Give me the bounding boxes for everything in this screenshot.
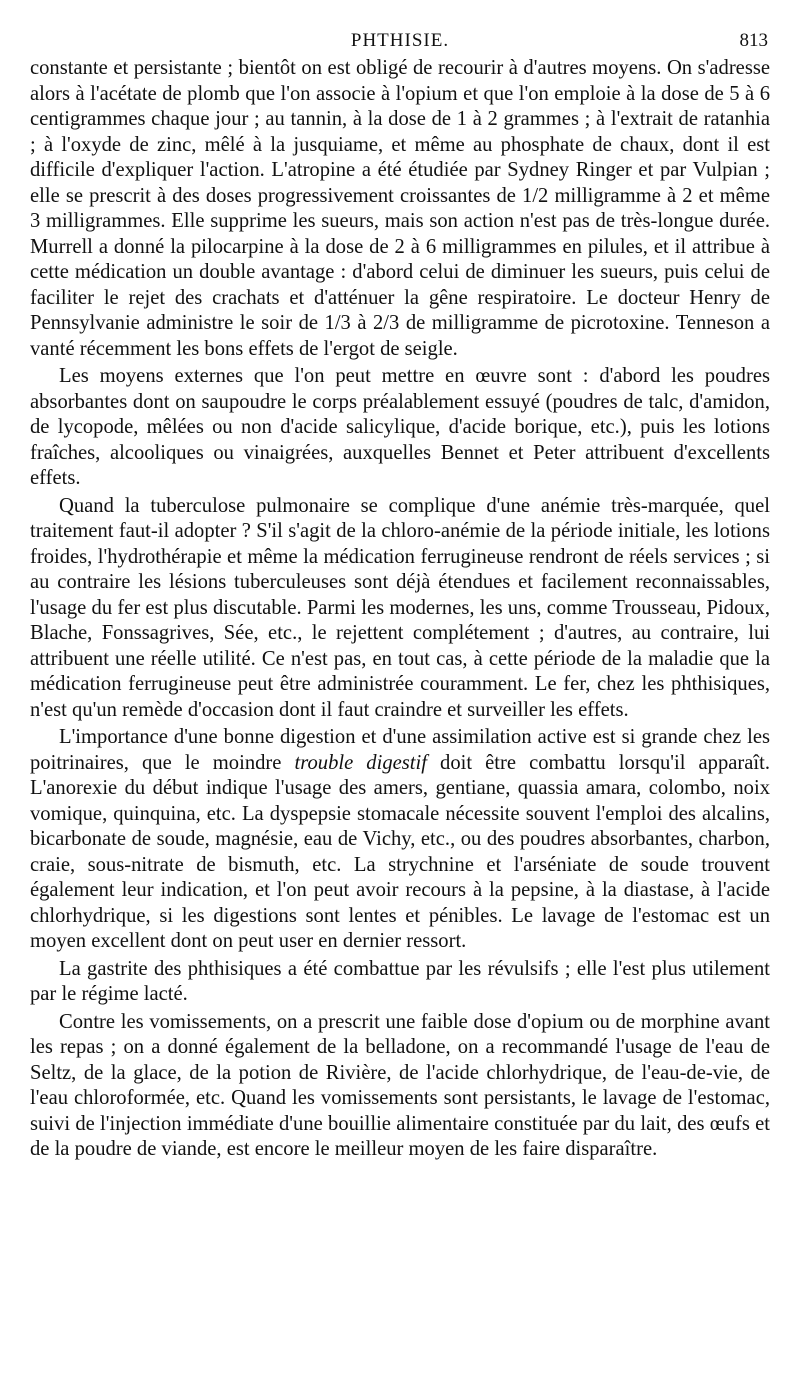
body-text (30, 56, 770, 1163)
book-page (30, 22, 770, 1165)
paragraph-sweat-treatments: constante et persistante ; bientôt on est obligé de recourir à d'autres moyens. On s'adresse alors à l'acétate de plomb que l'on associe à l'opium et que l'on emploie à la dose de 5 à 6 centigrammes chaque jour ; au tannin, à la dose de 1 à 2 grammes ; à l'extrait de ratanhia ; à l'oxyde de zinc, mêlé à la jusquiame, et même au phosphate de chaux, dont il est difficile d'expliquer l'action. L'atropine a été étudiée par Sydney Ringer et par Vulpian ; elle se prescrit à des doses progressivement croissantes de 1/2 milligramme à 2 et même 3 milligrammes. Elle supprime les sueurs, mais son action n'est pas de très-longue durée. Murrell a donné la pilocarpine à la dose de 2 à 6 milligrammes en pilules, et il attribue à cette médication un double avantage : d'abord celui de diminuer les sueurs, puis celui de faciliter le rejet des crachats et d'atténuer la gêne respiratoire. Le docteur Henry de Pennsylvanie administre le soir de 1/3 à 2/3 de milligramme de picrotoxine. Tenneson a vanté récemment les bons effets de l'ergot de seigle. (30, 57, 770, 360)
paragraph-gastritis: La gastrite des phthisiques a été combattue par les révulsifs ; elle l'est plus utilement par le régime lacté. (30, 957, 770, 1005)
paragraph-external-means: Les moyens externes que l'on peut mettre en œuvre sont : d'abord les poudres absorbantes dont on saupoudre le corps préalablement essuyé (poudres de talc, d'amidon, de lycopode, mêlées ou non d'acide salicylique, d'acide borique, etc.), puis les lotions fraîches, alcooliques ou vinaigrées, auxquelles Bennet et Peter attribuent d'excellents effets. (30, 365, 770, 489)
digestion-text-start: L'importance d'une bonne digestion et d'une assimilation active est si grande chez les poitrinaires, que le moindre (30, 726, 770, 774)
digestion-text-end: doit être combattu lorsqu'il apparaît. L'anorexie du début indique l'usage des amers, gentiane, quassia amara, colombo, noix vomique, quinquina, etc. La dyspepsie stomacale nécessite souvent l'emploi des alcalins, bicarbonate de soude, magnésie, eau de Vichy, etc., ou des poudres absorbantes, charbon, craie, sous-nitrate de bismuth, etc. La strychnine et l'arséniate de soude trouvent également leur indication, et l'on peut avoir recours à la pepsine, à la diastase, à l'acide chlorhydrique, si les digestions sont lentes et pénibles. Le lavage de l'estomac est un moyen excellent dont on peut user en dernier ressort. (30, 751, 770, 952)
running-title: PHTHISIE. (350, 30, 450, 51)
page-number: 813 (739, 30, 768, 51)
paragraph-anemia: Quand la tuberculose pulmonaire se complique d'une anémie très-marquée, quel traitement faut-il adopter ? S'il s'agit de la chloro-anémie de la période initiale, les lotions froides, l'hydrothérapie et même la médication ferrugineuse rendront de réels services ; si au contraire les lésions tuberculeuses sont déjà étendues et facilement reconnaissables, l'usage du fer est plus discutable. Parmi les modernes, les uns, comme Trousseau, Pidoux, Blache, Fonssagrives, Sée, etc., le rejettent complétement ; d'autres, au contraire, lui attribuent une réelle utilité. Ce n'est pas, en tout cas, à cette période de la maladie que la médication ferrugineuse peut être administrée couramment. Le fer, chez les phthisiques, n'est qu'un remède d'occasion dont il faut craindre et surveiller les effets. (30, 494, 770, 721)
digestion-emphasis: trouble digestif (294, 751, 427, 774)
paragraph-vomiting: Contre les vomissements, on a prescrit une faible dose d'opium ou de morphine avant les repas ; on a donné également de la belladone, on a recommandé l'usage de l'eau de Seltz, de la glace, de la potion de Rivière, de l'acide chlorhydrique, de l'eau-de-vie, de l'eau chloroformée, etc. Quand les vomissements sont persistants, le lavage de l'estomac, suivi de l'injection immédiate d'une bouillie alimentaire constituée par du lait, des œufs et de la poudre de viande, est encore le meilleur moyen de les faire disparaître. (30, 1010, 770, 1160)
paragraph-digestion (30, 725, 770, 955)
running-head (30, 22, 770, 56)
